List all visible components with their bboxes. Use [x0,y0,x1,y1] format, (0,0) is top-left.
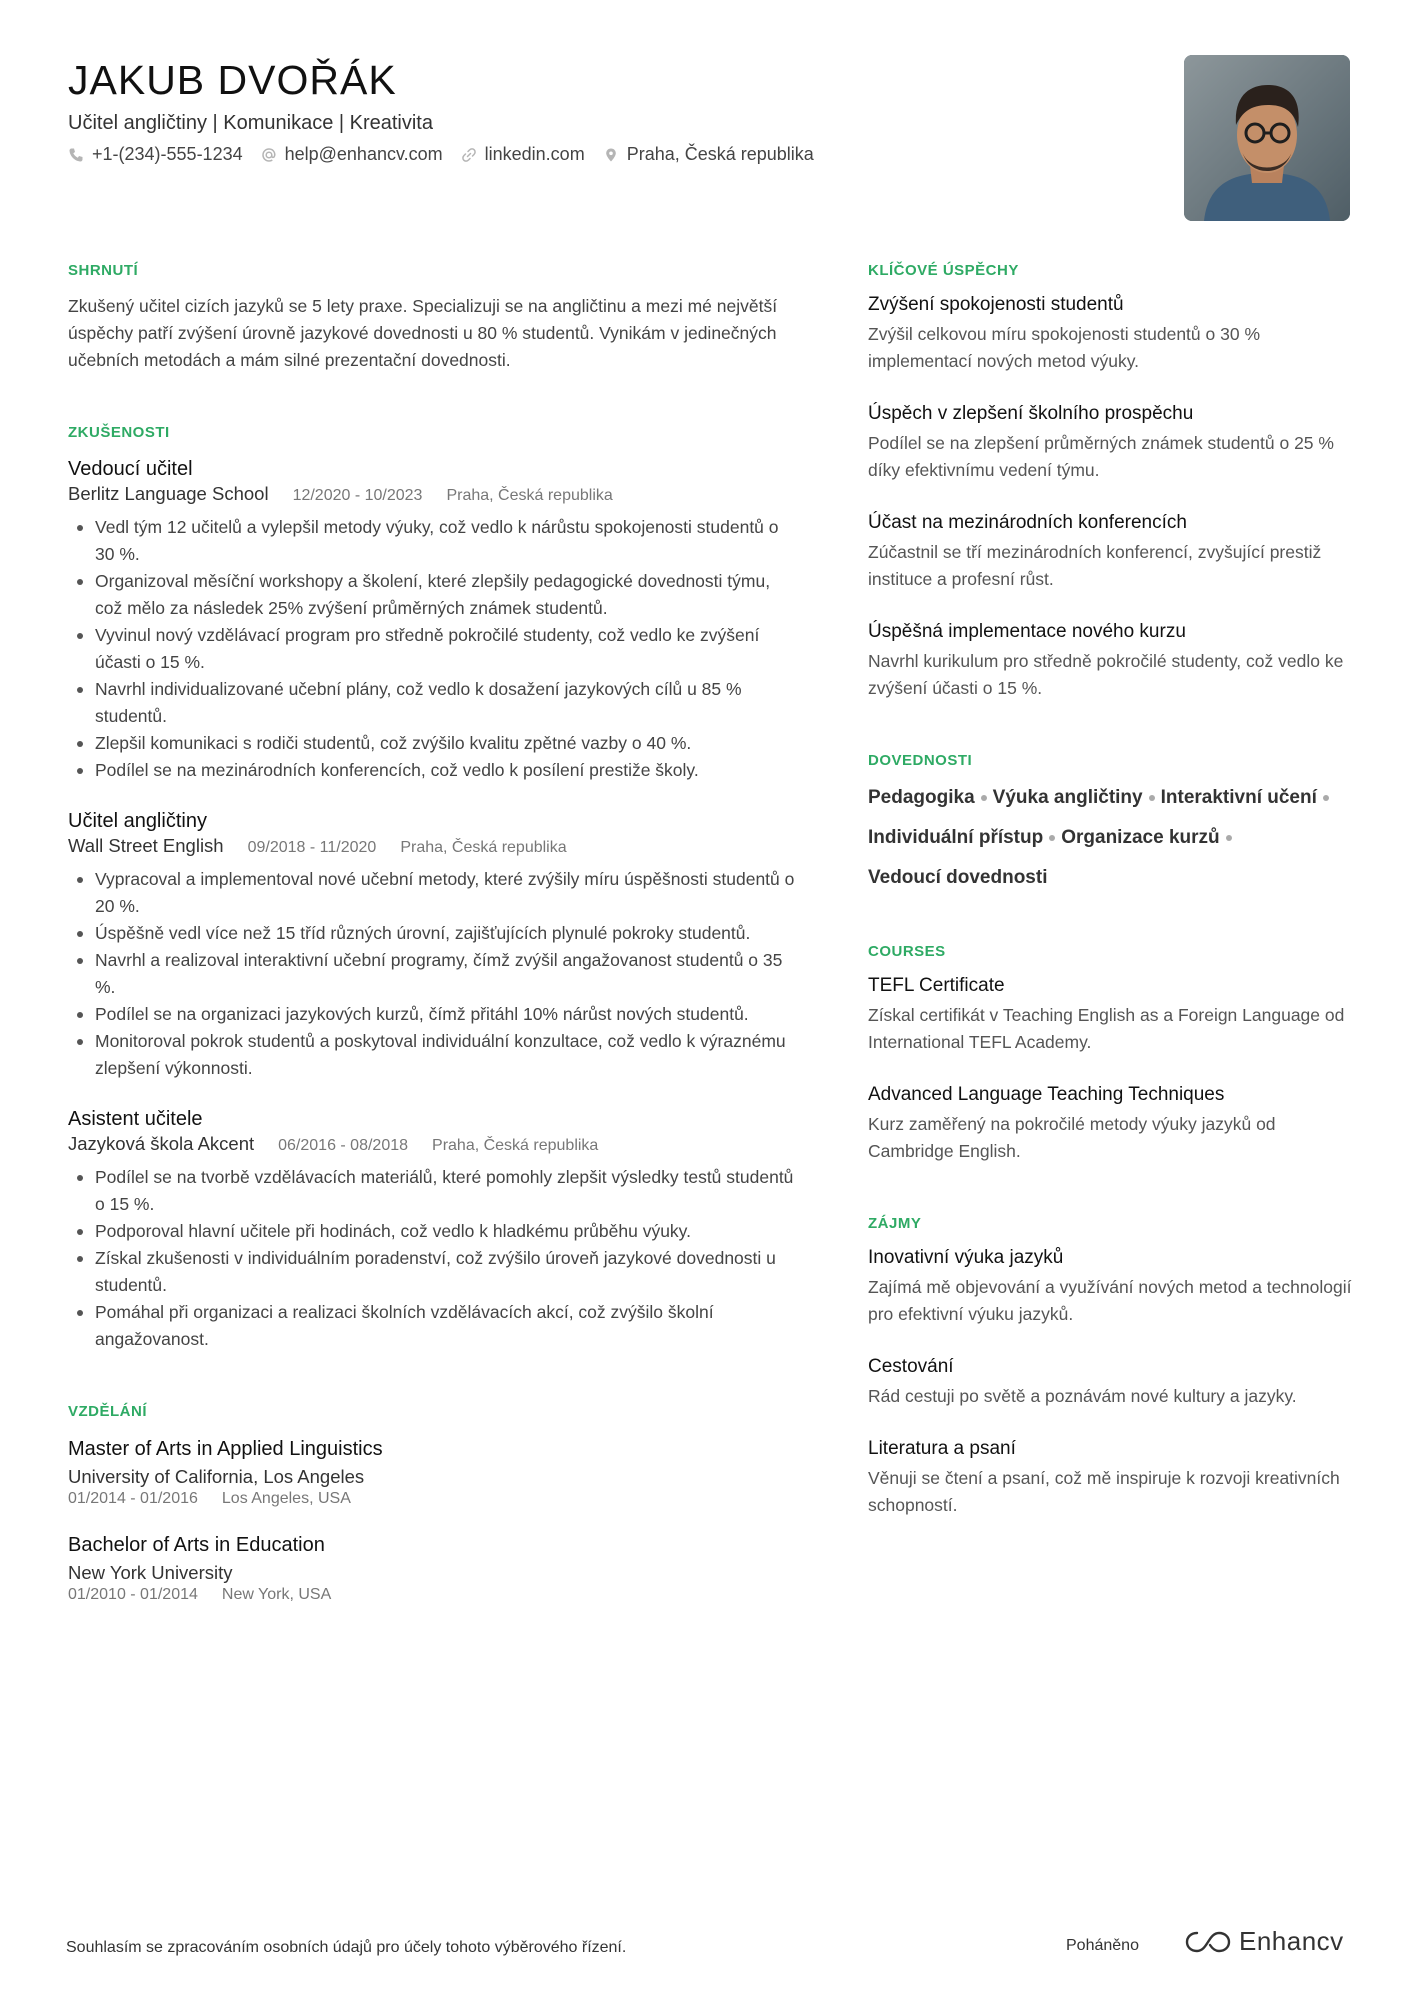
skill-tag: Výuka angličtiny [993,783,1161,813]
job-bullet: Podílel se na tvorbě vzdělávacích materiálů, které pomohly zlepšit výsledky testů studentů o 15 %. [68,1164,798,1218]
interest-item [868,1245,1358,1328]
experience-heading: ZKUŠENOSTI [68,424,170,441]
achievements-section [868,262,1358,702]
contact-phone[interactable] [68,144,243,165]
degree: Bachelor of Arts in Education [68,1534,325,1556]
education-meta [68,1585,798,1605]
phone-icon [68,147,84,163]
at-icon [261,147,277,163]
courses-section [868,943,1358,1165]
brand-logo-link[interactable] [1185,1926,1344,1957]
job-bullet: Podporoval hlavní učitele při hodinách, což vedlo k hladkému průběhu výuky. [68,1218,798,1245]
achievement-desc: Navrhl kurikulum pro středně pokročilé studenty, což vedlo ke zvýšení účasti o 15 %. [868,651,1344,698]
education-section [68,1403,798,1605]
achievement-title: Úspěšná implementace nového kurzu [868,621,1186,642]
right-column [868,262,1358,1519]
achievement-item [868,401,1358,484]
education-entry [68,1435,798,1509]
job-bullets [68,1164,798,1353]
location-pin-icon [603,147,619,163]
job-dates: 06/2016 - 08/2018 [278,1137,409,1154]
job-bullet: Monitoroval pokrok studentů a poskytoval individuální konzultace, což vedlo k výraznému zlepšení výkonnosti. [68,1028,798,1082]
interest-title: Cestování [868,1356,954,1377]
achievement-desc: Zvýšil celkovou míru spokojenosti studentů o 30 % implementací nových metod výuky. [868,324,1260,371]
job-title: Učitel angličtiny [68,810,207,832]
education-dates: 01/2014 - 01/2016 [68,1490,198,1507]
achievement-title: Úspěch v zlepšení školního prospěchu [868,403,1194,424]
achievement-item [868,619,1358,702]
job-bullet: Navrhl a realizoval interaktivní učební programy, čímž zvýšil angažovanost studentů o 35 %. [68,947,798,1001]
course-desc: Získal certifikát v Teaching English as a Foreign Language od International TEFL Academy. [868,1005,1345,1052]
education-location: New York, USA [221,1586,332,1603]
job-dates: 12/2020 - 10/2023 [292,487,423,504]
interest-title: Inovativní výuka jazyků [868,1247,1064,1268]
job-meta [68,1132,798,1158]
job-bullet: Podílel se na organizaci jazykových kurzů, čímž přitáhl 10% nárůst nových studentů. [68,1001,798,1028]
job-bullet: Navrhl individualizované učební plány, což vedlo k dosažení jazykových cílů u 85 % studentů. [68,676,798,730]
job-bullet: Vedl tým 12 učitelů a vylepšil metody výuky, což vedlo k nárůstu spokojenosti studentů o 30 %. [68,514,798,568]
interest-desc: Rád cestuji po světě a poznávám nové kultury a jazyky. [868,1386,1297,1406]
contact-linkedin[interactable] [461,144,585,165]
job-entry [68,1106,798,1353]
email-text: help@enhancv.com [284,144,443,164]
enhancv-logo-icon [1185,1929,1231,1955]
achievement-desc: Podílel se na zlepšení průměrných známek studentů o 25 % díky efektivnímu vedení týmu. [868,433,1334,480]
education-dates: 01/2010 - 01/2014 [68,1586,198,1603]
consent-text: Souhlasím se zpracováním osobních údajů pro účely tohoto výběrového řízení. [66,1939,627,1956]
job-bullets [68,514,798,784]
achievement-desc: Zúčastnil se tří mezinárodních konferencí, zvyšující prestiž instituce a profesní růst. [868,542,1322,589]
phone-text: +1-(234)-555-1234 [92,144,243,164]
job-bullet: Podílel se na mezinárodních konferencích, což vedlo k posílení prestiže školy. [68,757,798,784]
skill-tag: Vedoucí dovednosti [868,867,1048,888]
education-location: Los Angeles, USA [221,1490,351,1507]
job-bullet: Vyvinul nový vzdělávací program pro středně pokročilé studenty, což vedlo ke zvýšení účasti o 15 %. [68,622,798,676]
skills-section [868,752,1358,893]
course-title: Advanced Language Teaching Techniques [868,1084,1225,1105]
header [68,56,1168,165]
education-meta [68,1489,798,1509]
company-name: Jazyková škola Akcent [68,1133,255,1154]
education-entry [68,1531,798,1605]
job-bullet: Získal zkušenosti v individuálním poradenství, což zvýšilo úroveň jazykové dovednosti u studentů. [68,1245,798,1299]
courses-heading: COURSES [868,943,946,960]
summary-text: Zkušený učitel cizích jazyků se 5 lety praxe. Specializuji se na angličtinu a mezi mé největší úspěchy patří zvýšení úrovně jazykové dovednosti u 80 % studentů. Vynikám v jedinečných učebních metodách a mám silné prezentační dovednosti. [68,296,778,370]
course-desc: Kurz zaměřený na pokročilé metody výuky jazyků od Cambridge English. [868,1114,1276,1161]
contact-row [68,144,1168,165]
job-bullet: Zlepšil komunikaci s rodiči studentů, což zvýšilo kvalitu zpětné vazby o 40 %. [68,730,798,757]
skills-heading: DOVEDNOSTI [868,752,973,769]
job-bullet: Vypracoval a implementoval nové učební metody, které zvýšily míru úspěšnosti studentů o 20 %. [68,866,798,920]
candidate-name: JAKUB DVOŘÁK [68,57,397,103]
skill-tag: Organizace kurzů [1061,823,1237,853]
job-bullet: Pomáhal při organizaci a realizaci školních vzdělávacích akcí, což zvýšilo školní angažovanost. [68,1299,798,1353]
skill-tag: Individuální přístup [868,823,1061,853]
job-location: Praha, Česká republika [400,839,567,856]
profile-photo [1184,55,1350,221]
contact-location [603,144,814,165]
job-title: Asistent učitele [68,1108,203,1130]
location-text: Praha, Česká republika [626,144,814,164]
job-meta [68,482,798,508]
summary-heading: SHRNUTÍ [68,262,139,279]
brand-name: Enhancv [1239,1926,1344,1956]
linkedin-text: linkedin.com [484,144,585,164]
school: University of California, Los Angeles [68,1466,365,1487]
course-title: TEFL Certificate [868,975,1005,996]
powered-by-text: Poháněno [1066,1937,1139,1954]
skills-list [868,783,1358,893]
achievement-title: Účast na mezinárodních konferencích [868,512,1187,533]
job-location: Praha, Česká republika [446,487,613,504]
school: New York University [68,1562,233,1583]
job-meta [68,834,798,860]
achievement-item [868,292,1358,375]
achievement-item [868,510,1358,593]
job-bullets [68,866,798,1082]
job-bullet: Úspěšně vedl více než 15 tříd různých úrovní, zajišťujících plynulé pokroky studentů. [68,920,798,947]
tagline: Učitel angličtiny | Komunikace | Kreativita [68,112,433,134]
interest-desc: Zajímá mě objevování a využívání nových metod a technologií pro efektivní výuku jazyků. [868,1277,1352,1324]
skill-tag: Pedagogika [868,783,993,813]
company-name: Berlitz Language School [68,483,269,504]
job-bullet: Organizoval měsíční workshopy a školení, které zlepšily pedagogické dovednosti týmu, což mělo za následek 25% zvýšení průměrných známek studentů. [68,568,798,622]
summary-section [68,262,798,374]
contact-email[interactable] [261,144,443,165]
job-entry [68,808,798,1082]
interest-title: Literatura a psaní [868,1438,1016,1459]
job-dates: 09/2018 - 11/2020 [247,839,377,856]
experience-section [68,424,798,1353]
course-item [868,1082,1358,1165]
interest-item [868,1436,1358,1519]
achievement-title: Zvýšení spokojenosti studentů [868,294,1124,315]
course-item [868,973,1358,1056]
achievements-heading: KLÍČOVÉ ÚSPĚCHY [868,262,1019,279]
link-icon [461,147,477,163]
job-title: Vedoucí učitel [68,458,193,480]
left-column [68,262,798,1605]
education-heading: VZDĚLÁNÍ [68,1403,147,1420]
job-location: Praha, Česká republika [432,1137,599,1154]
interests-heading: ZÁJMY [868,1215,922,1232]
interest-item [868,1354,1358,1410]
company-name: Wall Street English [68,835,224,856]
job-entry [68,456,798,784]
degree: Master of Arts in Applied Linguistics [68,1438,383,1460]
skill-tag: Interaktivní učení [1161,783,1335,813]
interests-section [868,1215,1358,1519]
interest-desc: Věnuji se čtení a psaní, což mě inspiruje k rozvoji kreativních schopností. [868,1468,1340,1515]
